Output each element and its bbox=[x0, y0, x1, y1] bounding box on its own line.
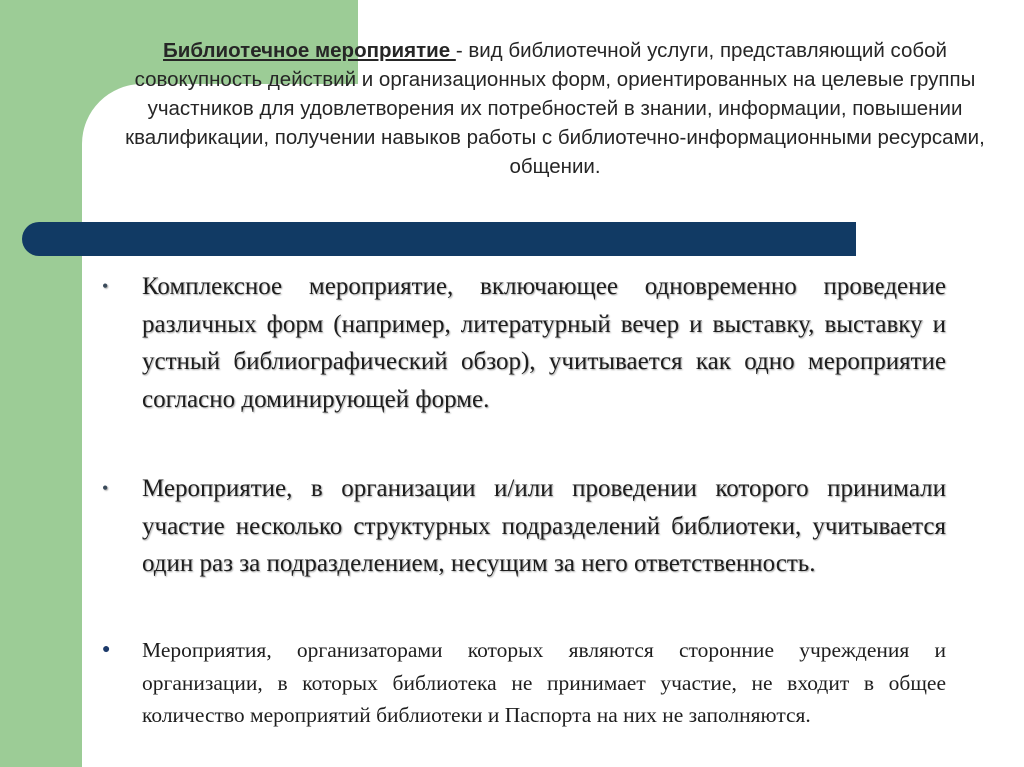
list-item-2 bbox=[102, 470, 946, 583]
definition-term: Библиотечное мероприятие bbox=[163, 39, 456, 62]
definition-text: - вид библиотечной услуги, представляющий собой совокупность действий и организационных форм, ориентированных на целевые группы участников для удовлетворения их потребностей в знании, информации, повышении квалификации, получении навыков работы с библиотечно-информационными ресурсами, общении. bbox=[125, 39, 985, 178]
list-item-3 bbox=[102, 634, 946, 732]
bullet-2: • bbox=[102, 478, 109, 498]
list-item-3-text: Мероприятия, организаторами которых являются сторонние учреждения и организации, в которых библиотека не принимает участие, не входит в общее количество мероприятий библиотеки и Паспорта на них не заполняются. bbox=[142, 638, 946, 727]
list-item-2-text: Мероприятие, в организации и/или проведении которого принимали участие несколько структурных подразделений библиотеки, учитывается один раз за подразделением, несущим за него ответственность. bbox=[142, 475, 946, 577]
list-item-1 bbox=[102, 268, 946, 418]
bullet-3: ● bbox=[102, 642, 111, 657]
bullet-1: • bbox=[102, 276, 109, 296]
list-item-1-text: Комплексное мероприятие, включающее одновременно проведение различных форм (например, литературный вечер и выставку, выставку и устный библиографический обзор), учитывается как одно мероприятие согласно доминирующей форме. bbox=[142, 273, 946, 413]
decorative-divider-bar bbox=[22, 222, 856, 256]
definition-paragraph bbox=[108, 36, 1002, 181]
